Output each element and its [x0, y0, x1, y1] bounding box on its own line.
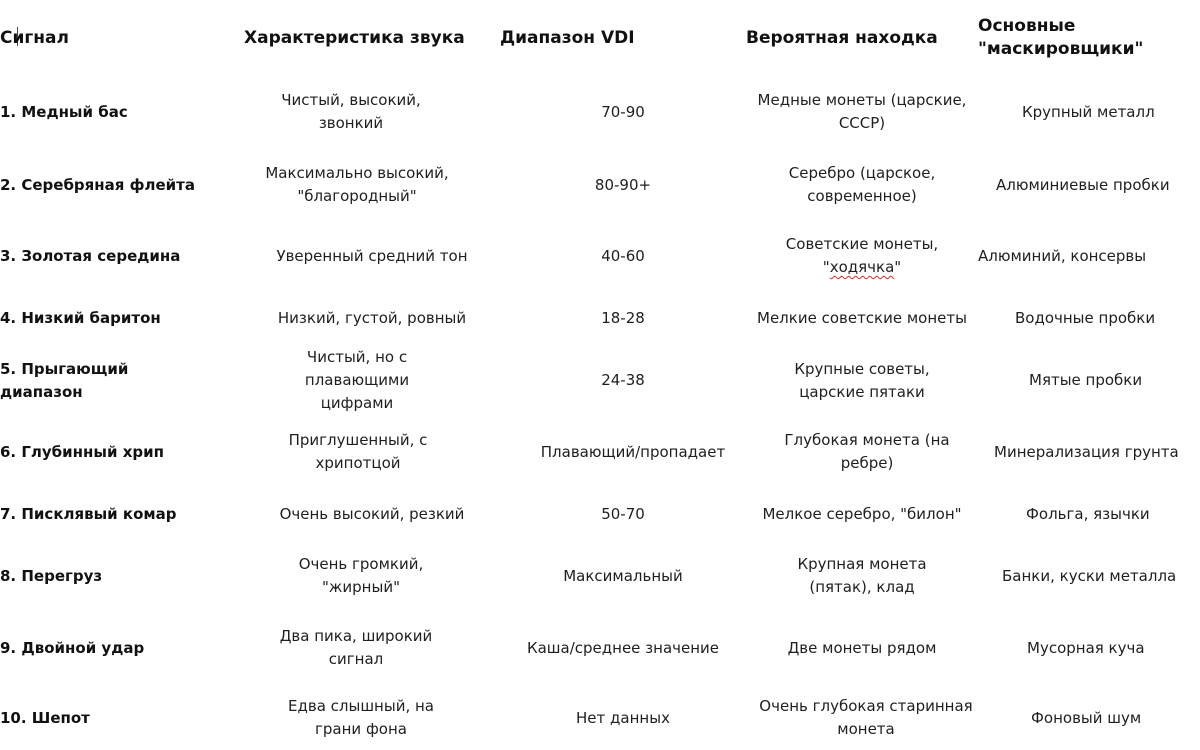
sound-characteristic-text: Едва слышный, на грани фона [288, 697, 434, 738]
probable-find: Мелкие советские монеты [757, 308, 967, 327]
vdi-range: Плавающий/пропадает [540, 442, 726, 461]
probable-find [746, 222, 978, 290]
header-sound-characteristic: Характеристика звука [244, 27, 465, 48]
header-signal: Сигнал [0, 27, 69, 48]
header-maskers: Основные "маскировщики" [978, 16, 1144, 59]
table-row [0, 415, 1200, 489]
header-probable-find: Вероятная находка [746, 27, 938, 48]
signal-name: 2. Серебряная флейта [0, 175, 195, 194]
signal-name [0, 346, 244, 415]
signal-name: 3. Золотая середина [0, 246, 181, 265]
vdi-range: Нет данных [576, 708, 670, 727]
sound-characteristic [244, 346, 500, 415]
masker: Алюминиевые пробки [996, 175, 1170, 194]
signal-name: 9. Двойной удар [0, 638, 145, 657]
sound-characteristic-text: Максимально высокий, "благородный" [265, 164, 449, 205]
sound-characteristic [244, 76, 500, 148]
probable-find: Глубокая монета (на ребре) [784, 431, 950, 472]
probable-find-text: Медные монеты (царские, СССР) [757, 91, 967, 132]
masker: Банки, куски металла [1002, 566, 1177, 585]
masker: Водочные пробки [1015, 308, 1156, 327]
table-row [0, 489, 1200, 539]
vdi-range: 70-90 [601, 102, 645, 121]
probable-find-text: Серебро (царское, современное) [788, 164, 936, 205]
probable-find-text-inner: Советские монеты, "ходячка" [785, 235, 939, 276]
probable-find: Две монеты рядом [787, 638, 937, 657]
probable-find [746, 539, 978, 613]
sound-characteristic-text: Приглушенный, с хрипотцой [288, 431, 428, 472]
signal-name: 6. Глубинный хрип [0, 442, 164, 461]
sound-characteristic [244, 415, 500, 489]
masker: Минерализация грунта [994, 442, 1179, 461]
probable-find: Мелкое серебро, "билон" [762, 504, 962, 523]
sound-characteristic: Очень высокий, резкий [279, 504, 465, 523]
signal-name: 1. Медный бас [0, 102, 128, 121]
signal-name: 8. Перегруз [0, 566, 103, 585]
vdi-range: 50-70 [601, 504, 645, 523]
masker: Мусорная куча [1027, 638, 1145, 657]
vdi-range: 18-28 [601, 308, 645, 327]
probable-find [746, 148, 978, 222]
sound-characteristic [244, 683, 500, 750]
probable-find-text: Очень глубокая старинная монета [759, 697, 973, 738]
masker: Крупный металл [1022, 102, 1155, 121]
table-row [0, 539, 1200, 613]
sound-characteristic [244, 148, 500, 222]
signal-name: 4. Низкий баритон [0, 308, 161, 327]
table-row [0, 148, 1200, 222]
masker: Алюминий, консервы [978, 246, 1147, 265]
sound-characteristic: Низкий, густой, ровный [277, 308, 467, 327]
table-header-row [0, 0, 1200, 76]
sound-characteristic-text: Два пика, широкий сигнал [279, 627, 433, 668]
table-row [0, 683, 1200, 750]
masker: Мятые пробки [1029, 371, 1143, 389]
header-vdi-range: Диапазон VDI [500, 27, 635, 48]
table-row [0, 222, 1200, 290]
vdi-range: 40-60 [601, 246, 645, 265]
vdi-range: Максимальный [563, 566, 683, 585]
sound-characteristic: Уверенный средний тон [276, 246, 468, 265]
sound-characteristic-text: Чистый, высокий, звонкий [281, 91, 421, 132]
sound-characteristic-text: Очень громкий, "жирный" [298, 555, 424, 596]
probable-find-text: Крупная монета (пятак), клад [797, 555, 927, 596]
sound-characteristic [244, 613, 500, 683]
signal-name: 10. Шепот [0, 708, 90, 727]
table-row [0, 290, 1200, 346]
probable-find [746, 76, 978, 148]
probable-find [746, 683, 978, 750]
spellcheck-squiggle: ходячка [829, 258, 895, 276]
signal-name-text: 5. Прыгающий диапазон [0, 359, 129, 401]
probable-find-text [786, 235, 938, 276]
vdi-range: Каша/среднее значение [526, 638, 720, 657]
vdi-range: 24-38 [601, 371, 645, 389]
masker: Фольга, язычки [1026, 504, 1150, 523]
vdi-range: 80-90+ [594, 175, 652, 194]
table-row [0, 613, 1200, 683]
probable-find-text: Крупные советы, царские пятаки [794, 359, 930, 401]
masker: Фоновый шум [1031, 708, 1142, 727]
table-row [0, 346, 1200, 415]
sound-characteristic-text: Чистый, но с плавающими цифрами [304, 348, 410, 412]
sound-characteristic [244, 539, 500, 613]
probable-find [746, 346, 978, 415]
signal-name: 7. Писклявый комар [0, 504, 177, 523]
table-row [0, 76, 1200, 148]
